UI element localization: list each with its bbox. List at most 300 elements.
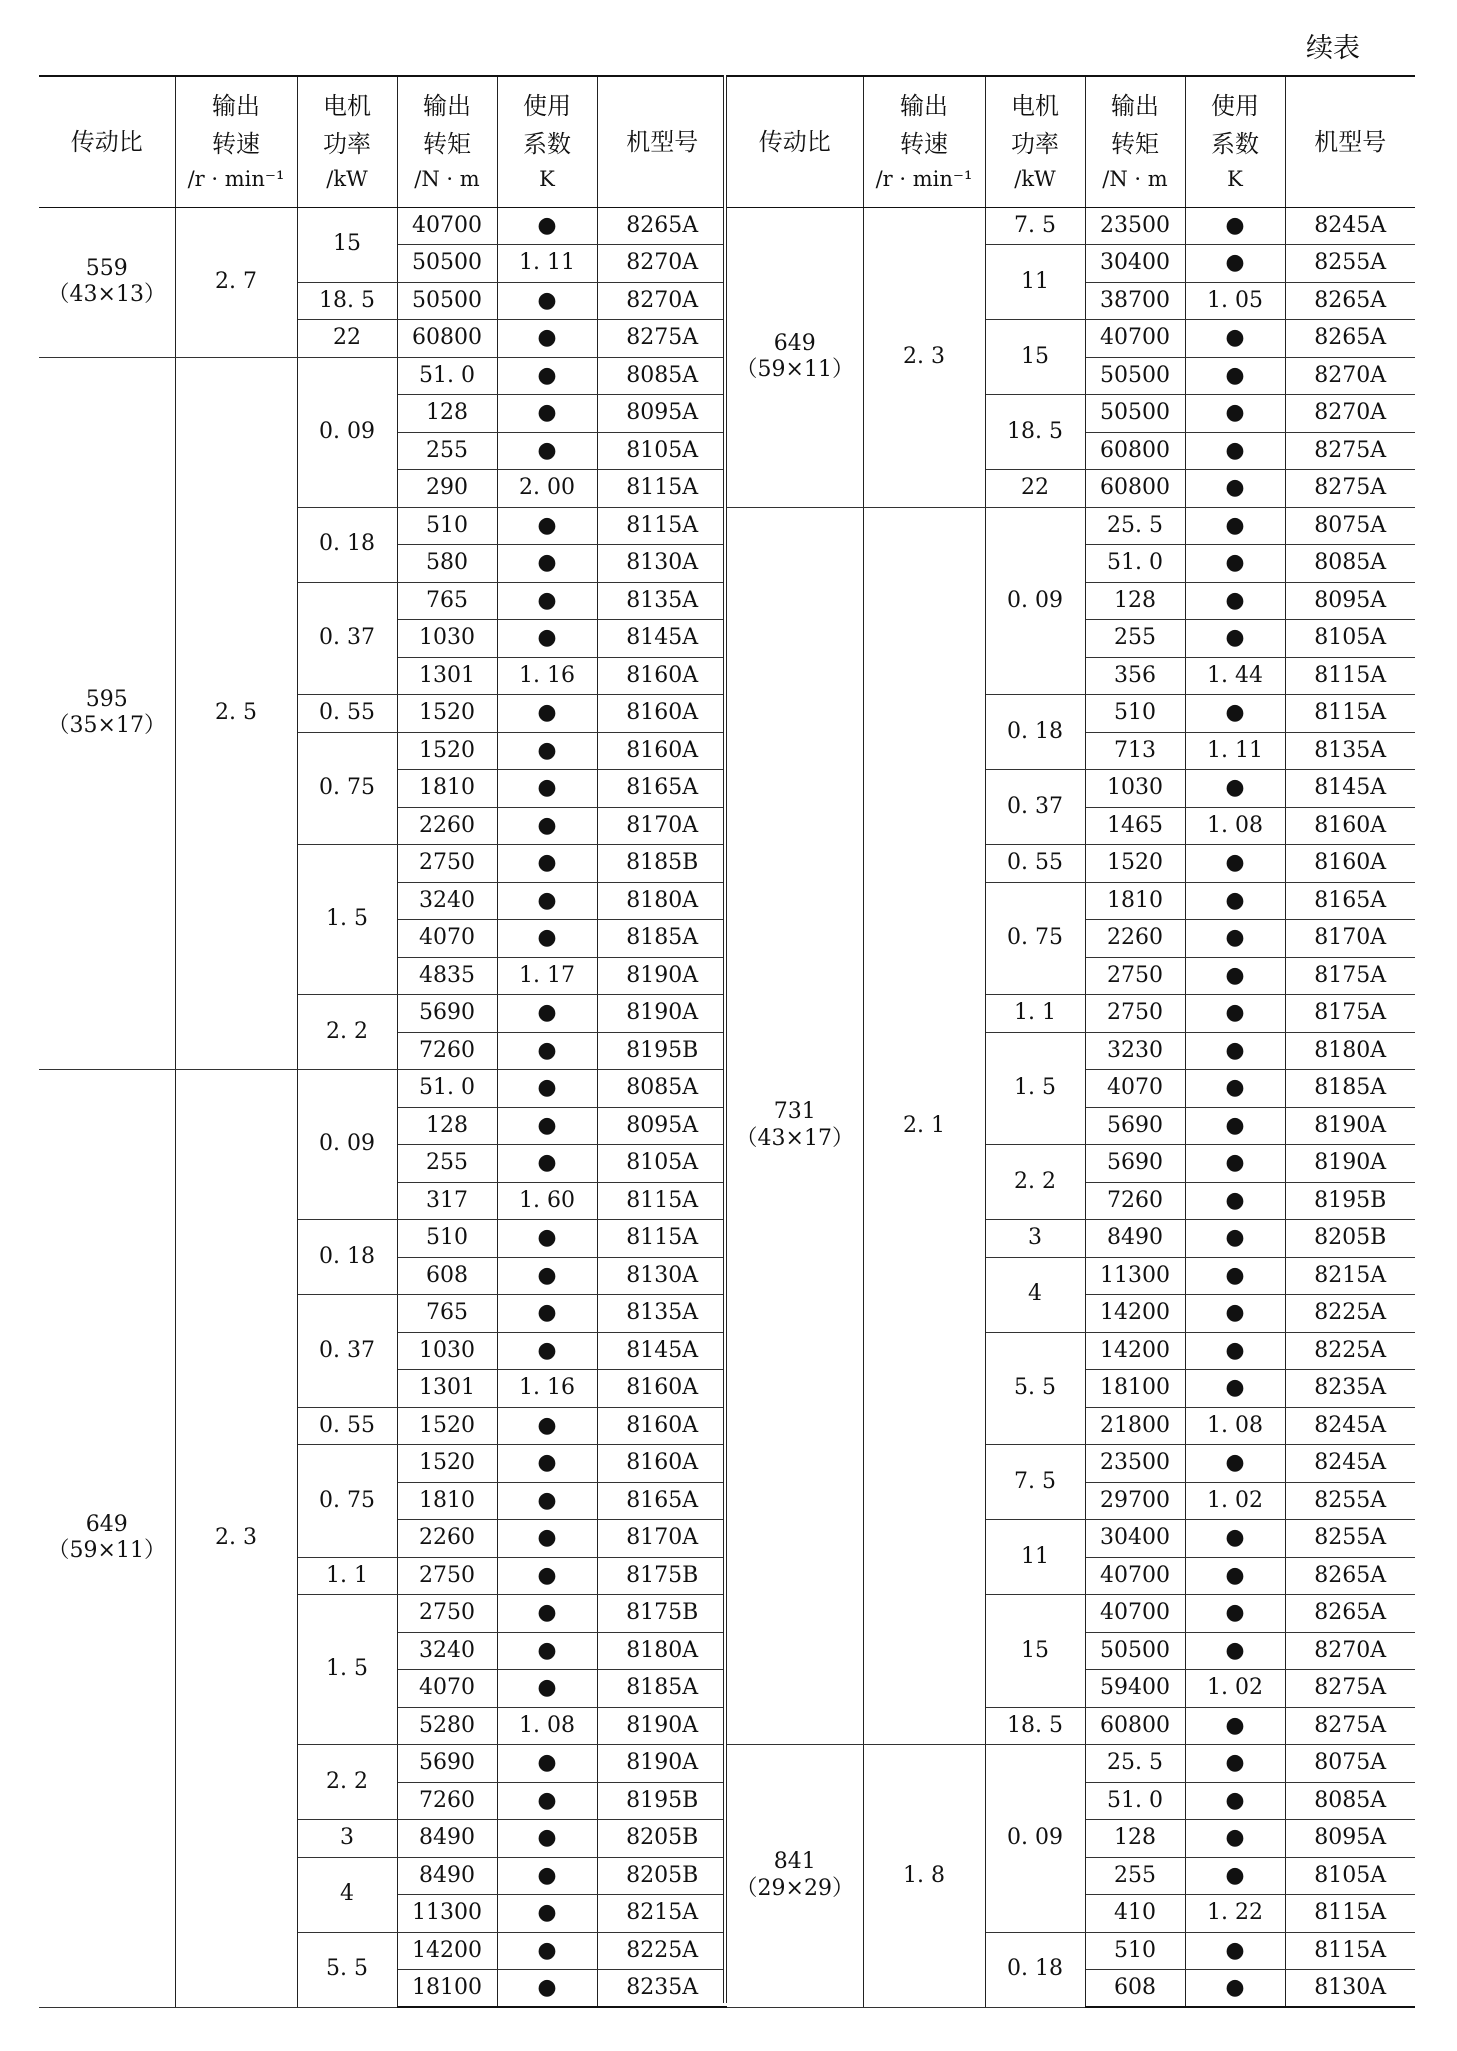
cell-output-torque: 255 [1085, 1857, 1185, 1895]
cell-model-number: 8195B [597, 1032, 727, 1070]
service-factor-dot: ● [497, 1032, 597, 1070]
cell-output-torque: 60800 [1085, 470, 1185, 508]
cell-model-number: 8190A [597, 957, 727, 995]
cell-model-number: 8255A [1285, 245, 1415, 283]
cell-motor-power: 0. 09 [297, 1070, 397, 1220]
cell-output-torque: 4070 [397, 920, 497, 958]
cell-model-number: 8115A [1285, 1895, 1415, 1933]
cell-output-torque: 7260 [1085, 1182, 1185, 1220]
cell-model-number: 8160A [597, 657, 727, 695]
header-output-torque-line: /N · m [1102, 167, 1168, 192]
cell-output-torque: 128 [1085, 582, 1185, 620]
cell-motor-power: 0. 37 [297, 1295, 397, 1408]
header-model-number-line: 机型号 [626, 127, 699, 156]
service-factor-dot: ● [497, 395, 597, 433]
header-model-number [597, 76, 727, 207]
cell-output-torque: 608 [397, 1257, 497, 1295]
cell-motor-power: 0. 75 [985, 882, 1085, 995]
cell-model-number: 8215A [597, 1895, 727, 1933]
header-service-factor [1185, 76, 1285, 207]
header-motor-power [985, 76, 1085, 207]
cell-model-number: 8180A [1285, 1032, 1415, 1070]
cell-motor-power: 15 [985, 1595, 1085, 1708]
service-factor-dot: ● [497, 845, 597, 883]
cell-output-torque: 50500 [1085, 357, 1185, 395]
cell-service-factor: 1. 60 [497, 1182, 597, 1220]
service-factor-dot: ● [497, 1595, 597, 1633]
header-transmission-ratio-line: 传动比 [70, 127, 143, 156]
table-body [39, 207, 727, 2007]
cell-output-torque: 510 [1085, 695, 1185, 733]
cell-motor-power: 7. 5 [985, 207, 1085, 245]
header-output-speed-line: 输出 [900, 91, 948, 120]
cell-output-torque: 356 [1085, 657, 1185, 695]
cell-model-number: 8265A [1285, 1557, 1415, 1595]
cell-output-torque: 2750 [1085, 957, 1185, 995]
cell-motor-power: 5. 5 [297, 1932, 397, 2007]
cell-model-number: 8235A [597, 1970, 727, 2008]
cell-model-number: 8135A [597, 1295, 727, 1333]
cell-output-torque: 2750 [397, 1595, 497, 1633]
service-factor-dot: ● [1185, 770, 1285, 808]
cell-output-torque: 5690 [1085, 1145, 1185, 1183]
cell-model-number: 8195B [1285, 1182, 1415, 1220]
cell-output-torque: 2750 [397, 1557, 497, 1595]
cell-model-number: 8135A [597, 582, 727, 620]
service-factor-dot: ● [1185, 1370, 1285, 1408]
cell-model-number: 8265A [1285, 320, 1415, 358]
cell-output-torque: 128 [397, 1107, 497, 1145]
cell-model-number: 8275A [1285, 1707, 1415, 1745]
service-factor-dot: ● [497, 1295, 597, 1333]
cell-motor-power: 0. 37 [985, 770, 1085, 845]
cell-model-number: 8245A [1285, 207, 1415, 245]
cell-model-number: 8270A [597, 282, 727, 320]
header-service-factor-line: 系数 [523, 129, 571, 158]
cell-output-torque: 25. 5 [1085, 1745, 1185, 1783]
cell-output-torque: 1810 [397, 1482, 497, 1520]
header-model-number-line: 机型号 [1314, 127, 1387, 156]
cell-output-torque: 1520 [397, 1407, 497, 1445]
header-motor-power-line: 功率 [323, 129, 371, 158]
cell-output-torque: 1520 [1085, 845, 1185, 883]
service-factor-dot: ● [497, 882, 597, 920]
cell-output-torque: 21800 [1085, 1407, 1185, 1445]
cell-motor-power: 0. 09 [297, 357, 397, 507]
service-factor-dot: ● [497, 920, 597, 958]
cell-model-number: 8205B [1285, 1220, 1415, 1258]
ratio-line: （59×11） [47, 1538, 166, 1564]
service-factor-dot: ● [1185, 995, 1285, 1033]
cell-output-torque: 128 [397, 395, 497, 433]
cell-model-number: 8130A [597, 1257, 727, 1295]
cell-output-torque: 51. 0 [397, 1070, 497, 1108]
header-service-factor-line: 系数 [1211, 129, 1259, 158]
header-model-number [1285, 76, 1415, 207]
cell-model-number: 8130A [1285, 1970, 1415, 2008]
header-row [39, 76, 727, 207]
cell-service-factor: 1. 05 [1185, 282, 1285, 320]
cell-model-number: 8235A [1285, 1370, 1415, 1408]
service-factor-dot: ● [497, 1857, 597, 1895]
service-factor-dot: ● [1185, 920, 1285, 958]
service-factor-dot: ● [1185, 1520, 1285, 1558]
cell-output-torque: 1030 [397, 620, 497, 658]
cell-motor-power: 0. 18 [985, 1932, 1085, 2007]
service-factor-dot: ● [1185, 1107, 1285, 1145]
cell-output-torque: 580 [397, 545, 497, 583]
cell-motor-power: 1. 1 [985, 995, 1085, 1033]
cell-service-factor: 1. 22 [1185, 1895, 1285, 1933]
cell-transmission-ratio [39, 1070, 175, 2008]
header-transmission-ratio [727, 76, 863, 207]
table-body [727, 207, 1415, 2007]
service-factor-dot: ● [497, 1407, 597, 1445]
cell-model-number: 8145A [597, 1332, 727, 1370]
cell-output-torque: 255 [397, 432, 497, 470]
cell-model-number: 8270A [1285, 357, 1415, 395]
cell-model-number: 8165A [597, 770, 727, 808]
cell-model-number: 8165A [597, 1482, 727, 1520]
service-factor-dot: ● [1185, 1220, 1285, 1258]
cell-motor-power: 1. 5 [297, 845, 397, 995]
cell-motor-power: 22 [985, 470, 1085, 508]
cell-model-number: 8145A [597, 620, 727, 658]
header-output-torque-line: /N · m [414, 167, 480, 192]
cell-model-number: 8160A [1285, 845, 1415, 883]
cell-output-torque: 1520 [397, 695, 497, 733]
ratio-line: 841 [773, 1849, 816, 1875]
service-factor-dot: ● [497, 1895, 597, 1933]
cell-motor-power: 5. 5 [985, 1332, 1085, 1445]
header-output-torque-line: 转矩 [423, 129, 471, 158]
table-row [39, 357, 727, 395]
cell-motor-power: 7. 5 [985, 1445, 1085, 1520]
service-factor-dot: ● [497, 1445, 597, 1483]
cell-motor-power: 0. 75 [297, 1445, 397, 1558]
cell-transmission-ratio [727, 507, 863, 1745]
cell-model-number: 8170A [1285, 920, 1415, 958]
service-factor-dot: ● [497, 1257, 597, 1295]
cell-output-torque: 608 [1085, 1970, 1185, 2008]
cell-model-number: 8115A [1285, 657, 1415, 695]
service-factor-dot: ● [1185, 1070, 1285, 1108]
cell-motor-power: 2. 2 [985, 1145, 1085, 1220]
ratio-line: （43×13） [47, 282, 166, 307]
cell-output-torque: 2260 [1085, 920, 1185, 958]
service-factor-dot: ● [497, 1145, 597, 1183]
cell-output-torque: 8490 [1085, 1220, 1185, 1258]
cell-transmission-ratio [39, 207, 175, 357]
service-factor-dot: ● [1185, 1932, 1285, 1970]
cell-model-number: 8115A [597, 1182, 727, 1220]
cell-output-torque: 317 [397, 1182, 497, 1220]
service-factor-dot: ● [1185, 395, 1285, 433]
cell-output-torque: 5690 [1085, 1107, 1185, 1145]
header-motor-power-line: /kW [326, 167, 368, 192]
table-header [727, 76, 1415, 207]
cell-output-torque: 14200 [397, 1932, 497, 1970]
service-factor-dot: ● [1185, 620, 1285, 658]
service-factor-dot: ● [1185, 582, 1285, 620]
cell-motor-power: 2. 2 [297, 995, 397, 1070]
cell-motor-power: 0. 18 [297, 507, 397, 582]
cell-output-speed: 2. 3 [863, 207, 985, 507]
cell-model-number: 8225A [597, 1932, 727, 1970]
cell-model-number: 8190A [1285, 1145, 1415, 1183]
service-factor-dot: ● [1185, 470, 1285, 508]
cell-model-number: 8170A [597, 1520, 727, 1558]
cell-motor-power: 18. 5 [297, 282, 397, 320]
header-motor-power-line: 电机 [1011, 91, 1059, 120]
service-factor-dot: ● [497, 357, 597, 395]
cell-output-speed: 2. 7 [175, 207, 297, 357]
cell-motor-power: 22 [297, 320, 397, 358]
service-factor-dot: ● [1185, 1707, 1285, 1745]
cell-output-torque: 30400 [1085, 1520, 1185, 1558]
service-factor-dot: ● [1185, 1820, 1285, 1858]
header-output-speed [175, 76, 297, 207]
header-output-speed-line: 输出 [212, 91, 260, 120]
cell-output-torque: 5690 [397, 995, 497, 1033]
cell-output-torque: 40700 [1085, 1595, 1185, 1633]
cell-motor-power: 4 [297, 1857, 397, 1932]
cell-output-torque: 410 [1085, 1895, 1185, 1933]
cell-model-number: 8105A [597, 432, 727, 470]
cell-model-number: 8085A [597, 1070, 727, 1108]
cell-output-torque: 7260 [397, 1032, 497, 1070]
service-factor-dot: ● [1185, 357, 1285, 395]
header-transmission-ratio-line: 传动比 [758, 127, 831, 156]
header-motor-power-line: 电机 [323, 91, 371, 120]
service-factor-dot: ● [1185, 545, 1285, 583]
cell-output-torque: 59400 [1085, 1670, 1185, 1708]
service-factor-dot: ● [497, 1482, 597, 1520]
service-factor-dot: ● [497, 807, 597, 845]
cell-model-number: 8245A [1285, 1407, 1415, 1445]
cell-model-number: 8270A [597, 245, 727, 283]
cell-motor-power: 0. 37 [297, 582, 397, 695]
cell-output-torque: 3240 [397, 1632, 497, 1670]
cell-output-torque: 510 [1085, 1932, 1185, 1970]
cell-model-number: 8275A [1285, 470, 1415, 508]
cell-model-number: 8275A [1285, 432, 1415, 470]
cell-output-torque: 23500 [1085, 207, 1185, 245]
cell-service-factor: 1. 11 [1185, 732, 1285, 770]
cell-model-number: 8105A [1285, 620, 1415, 658]
cell-service-factor: 1. 11 [497, 245, 597, 283]
cell-output-torque: 2260 [397, 1520, 497, 1558]
cell-output-torque: 713 [1085, 732, 1185, 770]
ratio-line: （43×17） [735, 1125, 854, 1151]
cell-model-number: 8205B [597, 1857, 727, 1895]
cell-output-torque: 50500 [1085, 395, 1185, 433]
cell-model-number: 8115A [597, 1220, 727, 1258]
cell-model-number: 8075A [1285, 1745, 1415, 1783]
cell-motor-power: 0. 55 [985, 845, 1085, 883]
cell-model-number: 8115A [1285, 1932, 1415, 1970]
cell-motor-power: 0. 09 [985, 1745, 1085, 1933]
header-motor-power [297, 76, 397, 207]
cell-output-torque: 3240 [397, 882, 497, 920]
table-row [727, 207, 1415, 245]
table-left-half [39, 75, 727, 2008]
service-factor-dot: ● [497, 995, 597, 1033]
cell-service-factor: 1. 17 [497, 957, 597, 995]
cell-model-number: 8275A [1285, 1670, 1415, 1708]
cell-motor-power: 0. 75 [297, 732, 397, 845]
cell-model-number: 8160A [597, 1370, 727, 1408]
cell-output-torque: 1810 [1085, 882, 1185, 920]
service-factor-dot: ● [1185, 1145, 1285, 1183]
cell-output-torque: 14200 [1085, 1295, 1185, 1333]
cell-output-torque: 30400 [1085, 245, 1185, 283]
header-service-factor-line: K [1227, 167, 1243, 192]
cell-motor-power: 11 [985, 245, 1085, 320]
cell-output-torque: 255 [1085, 620, 1185, 658]
cell-output-torque: 25. 5 [1085, 507, 1185, 545]
cell-output-torque: 4070 [1085, 1070, 1185, 1108]
cell-model-number: 8085A [1285, 1782, 1415, 1820]
cell-model-number: 8095A [597, 395, 727, 433]
cell-model-number: 8160A [1285, 807, 1415, 845]
cell-output-torque: 1301 [397, 1370, 497, 1408]
cell-model-number: 8265A [597, 207, 727, 245]
cell-model-number: 8085A [1285, 545, 1415, 583]
cell-model-number: 8095A [1285, 1820, 1415, 1858]
header-motor-power-line: /kW [1014, 167, 1056, 192]
service-factor-dot: ● [1185, 1445, 1285, 1483]
service-factor-dot: ● [1185, 1595, 1285, 1633]
cell-output-torque: 3230 [1085, 1032, 1185, 1070]
service-factor-dot: ● [497, 770, 597, 808]
service-factor-dot: ● [1185, 1332, 1285, 1370]
service-factor-dot: ● [497, 320, 597, 358]
cell-model-number: 8205B [597, 1820, 727, 1858]
cell-model-number: 8135A [1285, 732, 1415, 770]
ratio-line: （29×29） [735, 1875, 854, 1901]
cell-service-factor: 1. 16 [497, 657, 597, 695]
service-factor-dot: ● [1185, 1557, 1285, 1595]
table-row [727, 507, 1415, 545]
cell-output-torque: 1810 [397, 770, 497, 808]
header-output-torque [1085, 76, 1185, 207]
cell-model-number: 8095A [1285, 582, 1415, 620]
cell-model-number: 8180A [597, 882, 727, 920]
cell-model-number: 8190A [1285, 1107, 1415, 1145]
cell-output-speed: 2. 5 [175, 357, 297, 1070]
cell-model-number: 8180A [597, 1632, 727, 1670]
cell-output-torque: 8490 [397, 1857, 497, 1895]
header-output-speed [863, 76, 985, 207]
cell-model-number: 8145A [1285, 770, 1415, 808]
service-factor-dot: ● [497, 1932, 597, 1970]
service-factor-dot: ● [1185, 845, 1285, 883]
cell-model-number: 8270A [1285, 395, 1415, 433]
cell-output-torque: 60800 [1085, 432, 1185, 470]
service-factor-dot: ● [1185, 1295, 1285, 1333]
service-factor-dot: ● [497, 732, 597, 770]
cell-service-factor: 1. 08 [497, 1707, 597, 1745]
ratio-line: 595 [85, 686, 128, 712]
cell-motor-power: 3 [985, 1220, 1085, 1258]
cell-model-number: 8160A [597, 732, 727, 770]
cell-motor-power: 4 [985, 1257, 1085, 1332]
cell-model-number: 8190A [597, 1745, 727, 1783]
table-header [39, 76, 727, 207]
cell-motor-power: 1. 5 [297, 1595, 397, 1745]
cell-transmission-ratio [727, 207, 863, 507]
cell-output-torque: 765 [397, 582, 497, 620]
service-factor-dot: ● [1185, 957, 1285, 995]
header-service-factor-line: 使用 [1211, 91, 1259, 120]
header-output-speed-line: /r · min⁻¹ [875, 167, 973, 192]
cell-motor-power: 18. 5 [985, 1707, 1085, 1745]
cell-motor-power: 0. 55 [297, 695, 397, 733]
service-factor-dot: ● [1185, 1970, 1285, 2008]
ratio-line: 731 [773, 1099, 816, 1125]
service-factor-dot: ● [497, 432, 597, 470]
cell-model-number: 8175B [597, 1595, 727, 1633]
service-factor-dot: ● [497, 1782, 597, 1820]
cell-output-torque: 51. 0 [1085, 545, 1185, 583]
ratio-line: 649 [773, 330, 816, 356]
service-factor-dot: ● [497, 582, 597, 620]
cell-output-torque: 2750 [397, 845, 497, 883]
service-factor-dot: ● [497, 507, 597, 545]
service-factor-dot: ● [497, 282, 597, 320]
service-factor-dot: ● [1185, 432, 1285, 470]
cell-motor-power: 15 [985, 320, 1085, 395]
selection-table-right [727, 75, 1415, 2008]
cell-output-torque: 50500 [397, 245, 497, 283]
cell-model-number: 8195B [597, 1782, 727, 1820]
cell-service-factor: 2. 00 [497, 470, 597, 508]
cell-motor-power: 0. 09 [985, 507, 1085, 695]
continued-table-label: 续表 [1306, 33, 1360, 64]
table-row [727, 1745, 1415, 1783]
service-factor-dot: ● [497, 1332, 597, 1370]
service-factor-dot: ● [497, 1107, 597, 1145]
cell-model-number: 8105A [597, 1145, 727, 1183]
header-service-factor-line: K [539, 167, 555, 192]
cell-output-torque: 1030 [397, 1332, 497, 1370]
cell-output-torque: 4835 [397, 957, 497, 995]
cell-motor-power: 0. 18 [985, 695, 1085, 770]
cell-model-number: 8255A [1285, 1520, 1415, 1558]
cell-output-speed: 2. 1 [863, 507, 985, 1745]
service-factor-dot: ● [497, 1070, 597, 1108]
cell-motor-power: 1. 5 [985, 1032, 1085, 1145]
service-factor-dot: ● [497, 1220, 597, 1258]
cell-output-torque: 11300 [1085, 1257, 1185, 1295]
cell-output-torque: 2260 [397, 807, 497, 845]
cell-model-number: 8130A [597, 545, 727, 583]
cell-model-number: 8225A [1285, 1332, 1415, 1370]
cell-model-number: 8225A [1285, 1295, 1415, 1333]
service-factor-dot: ● [497, 207, 597, 245]
cell-model-number: 8175B [597, 1557, 727, 1595]
cell-model-number: 8085A [597, 357, 727, 395]
cell-output-torque: 5280 [397, 1707, 497, 1745]
cell-output-torque: 38700 [1085, 282, 1185, 320]
service-factor-dot: ● [497, 1745, 597, 1783]
header-output-torque-line: 输出 [423, 91, 471, 120]
cell-model-number: 8175A [1285, 995, 1415, 1033]
cell-output-torque: 5690 [397, 1745, 497, 1783]
cell-motor-power: 18. 5 [985, 395, 1085, 470]
service-factor-dot: ● [497, 620, 597, 658]
